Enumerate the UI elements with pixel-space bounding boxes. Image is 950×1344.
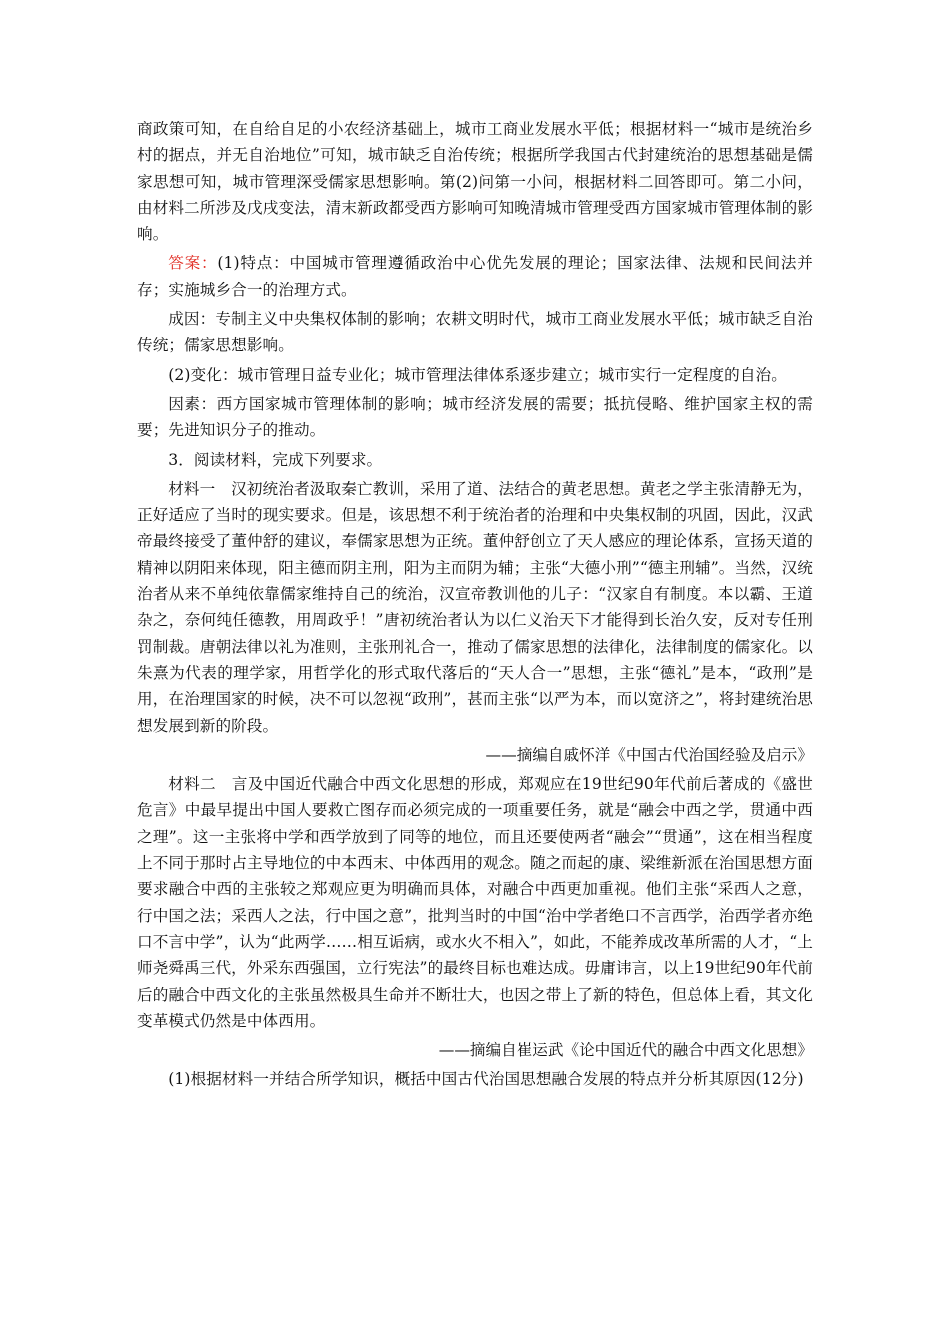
question3-prompt: 3．阅读材料，完成下列要求。 [168, 450, 383, 469]
analysis-paragraph: 商政策可知，在自给自足的小农经济基础上，城市工商业发展水平低；根据材料一“城市是统治乡村的据点，并无自治地位”可知，城市缺乏自治传统；根据所学我国古代封建统治的思想基础是儒家思想可知，城市管理深受儒家思想影响。第(2)问第一小问，根据材料二回答即可。第二小问，由材料二所涉及戊戌变法，清末新政都受西方影响可知晚清城市管理受西方国家城市管理体制的影响。 [137, 120, 813, 244]
answer-features-paragraph [137, 250, 813, 303]
material1-source: ——摘编自戚怀洋《中国古代治国经验及启示》 [485, 745, 813, 764]
answer-part2-changes: (2)变化：城市管理日益专业化；城市管理法律体系逐步建立；城市实行一定程度的自治。 [168, 365, 787, 384]
material2-paragraph: 材料二 言及中国近代融合中西文化思想的形成，郑观应在19世纪90年代前后著成的《盛世危言》中最早提出中国人要救亡图存而必须完成的一项重要任务，就是“融会中西之学，贯通中西之理”。这一主张将中学和西学放到了同等的地位，而且还要使两者“融会”“贯通”，这在相当程度上不同于那时占主导地位的中本西末、中体西用的观念。随之而起的康、梁维新派在治国思想方面要求融合中西的主张较之郑观应更为明确而具体，对融合中西更加重视。他们主张“采西人之意，行中国之法；采西人之法，行中国之意”，批判当时的中国“治中学者绝口不言西学，治西学者亦绝口不言中学”，认为“此两学……相互诟病，或水火不相入”，如此，不能养成改革所需的人才，“上师尧舜禹三代，外采东西强国，立行宪法”的最终目标也难达成。毋庸讳言，以上19世纪90年代前后的融合中西文化的主张虽然极具生命并不断壮大，也因之带上了新的特色，但总体上看，其文化变革模式仍然是中体西用。 [137, 775, 813, 1030]
answer-part1-features: (1)特点：中国城市管理遵循政治中心优先发展的理论；国家法律、法规和民间法并存；实施城乡合一的治理方式。 [137, 254, 813, 299]
material2-source: ——摘编自崔运武《论中国近代的融合中西文化思想》 [438, 1041, 813, 1060]
question3-sub1: (1)根据材料一并结合所学知识，概括中国古代治国思想融合发展的特点并分析其原因(12分) [168, 1070, 804, 1089]
answer-part2-factors: 因素：西方国家城市管理体制的影响；城市经济发展的需要；抵抗侵略、维护国家主权的需要；先进知识分子的推动。 [137, 394, 813, 440]
material1-paragraph: 材料一 汉初统治者汲取秦亡教训，采用了道、法结合的黄老思想。黄老之学主张清静无为，正好适应了当时的现实要求。但是，该思想不利于统治者的治理和中央集权制的巩固，因此，汉武帝最终接受了董仲舒的建议，奉儒家思想为正统。董仲舒创立了天人感应的理论体系，宣扬天道的精神以阴阳来体现，阳主德而阴主刑，阳为主而阴为辅；主张“大德小刑”“德主刑辅”。当然，汉统治者从来不单纯依靠儒家维持自己的统治，汉宣帝教训他的儿子：“汉家自有制度。本以霸、王道杂之，奈何纯任德教，用周政乎！”唐初统治者认为以仁义治天下才能得到长治久安，反对专任刑罚制裁。唐朝法律以礼为准则，主张刑礼合一，推动了儒家思想的法律化，法律制度的儒家化。以朱熹为代表的理学家，用哲学化的形式取代落后的“天人合一”思想，主张“德礼”是本，“政刑”是用，在治理国家的时候，决不可以忽视“政刑”，甚而主张“以严为本，而以宽济之”，将封建统治思想发展到新的阶段。 [137, 479, 813, 735]
answer-label: 答案： [168, 254, 218, 273]
document-page [137, 116, 813, 1096]
answer-part1-causes: 成因：专制主义中央集权体制的影响；农耕文明时代，城市工商业发展水平低；城市缺乏自治传统；儒家思想影响。 [137, 310, 813, 355]
